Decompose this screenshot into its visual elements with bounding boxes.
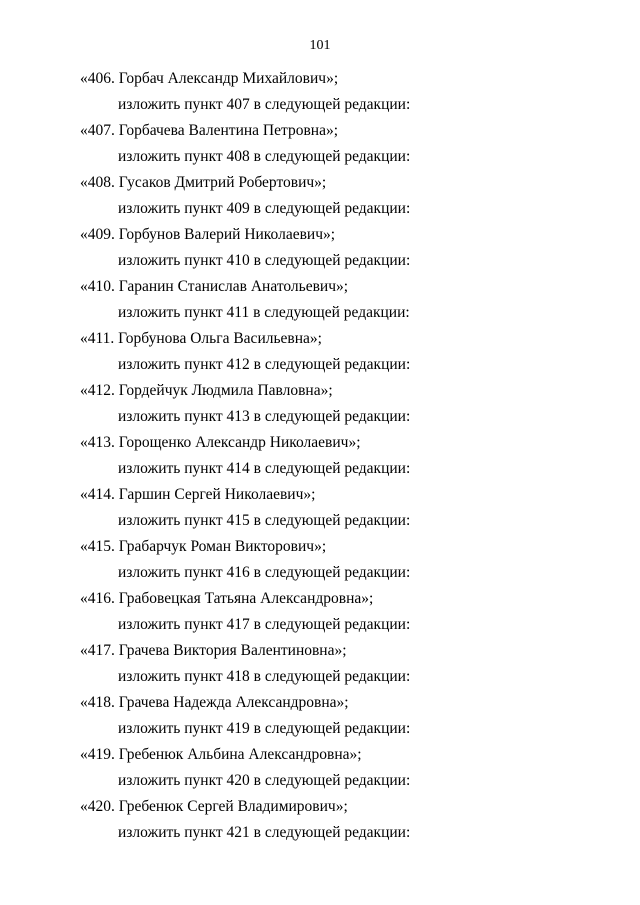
entry-name-409: «409. Горбунов Валерий Николаевич»; bbox=[80, 226, 336, 243]
entry-name-418: «418. Грачева Надежда Александровна»; bbox=[80, 694, 349, 711]
entry-instruction-413: изложить пункт 413 в следующей редакции: bbox=[118, 408, 411, 425]
entry-instruction-417: изложить пункт 417 в следующей редакции: bbox=[118, 616, 411, 633]
entry-instruction-421: изложить пункт 421 в следующей редакции: bbox=[118, 824, 411, 841]
entry-name-419: «419. Гребенюк Альбина Александровна»; bbox=[80, 746, 362, 763]
entry-list bbox=[0, 66, 640, 846]
entry-instruction-408: изложить пункт 408 в следующей редакции: bbox=[118, 148, 411, 165]
entry-instruction-416: изложить пункт 416 в следующей редакции: bbox=[118, 564, 411, 581]
entry-instruction-418: изложить пункт 418 в следующей редакции: bbox=[118, 668, 411, 685]
entry-instruction-409: изложить пункт 409 в следующей редакции: bbox=[118, 200, 411, 217]
entry-instruction-410: изложить пункт 410 в следующей редакции: bbox=[118, 252, 411, 269]
entry-name-406: «406. Горбач Александр Михайлович»; bbox=[80, 70, 339, 87]
entry-name-420: «420. Гребенюк Сергей Владимирович»; bbox=[80, 798, 348, 815]
entry-name-407: «407. Горбачева Валентина Петровна»; bbox=[80, 122, 339, 139]
entry-name-413: «413. Горощенко Александр Николаевич»; bbox=[80, 434, 361, 451]
entry-name-414: «414. Гаршин Сергей Николаевич»; bbox=[80, 486, 316, 503]
entry-name-412: «412. Гордейчук Людмила Павловна»; bbox=[80, 382, 333, 399]
entry-instruction-407: изложить пункт 407 в следующей редакции: bbox=[118, 96, 411, 113]
entry-name-416: «416. Грабовецкая Татьяна Александровна»; bbox=[80, 590, 374, 607]
entry-name-415: «415. Грабарчук Роман Викторович»; bbox=[80, 538, 327, 555]
entry-name-410: «410. Гаранин Станислав Анатольевич»; bbox=[80, 278, 349, 295]
entry-name-408: «408. Гусаков Дмитрий Робертович»; bbox=[80, 174, 327, 191]
entry-instruction-414: изложить пункт 414 в следующей редакции: bbox=[118, 460, 411, 477]
entry-instruction-412: изложить пункт 412 в следующей редакции: bbox=[118, 356, 411, 373]
entry-name-417: «417. Грачева Виктория Валентиновна»; bbox=[80, 642, 347, 659]
entry-name-411: «411. Горбунова Ольга Васильевна»; bbox=[80, 330, 322, 347]
entry-instruction-420: изложить пункт 420 в следующей редакции: bbox=[118, 772, 411, 789]
page-number: 101 bbox=[309, 38, 331, 53]
entry-instruction-419: изложить пункт 419 в следующей редакции: bbox=[118, 720, 411, 737]
entry-instruction-411: изложить пункт 411 в следующей редакции: bbox=[118, 304, 410, 321]
entry-instruction-415: изложить пункт 415 в следующей редакции: bbox=[118, 512, 411, 529]
